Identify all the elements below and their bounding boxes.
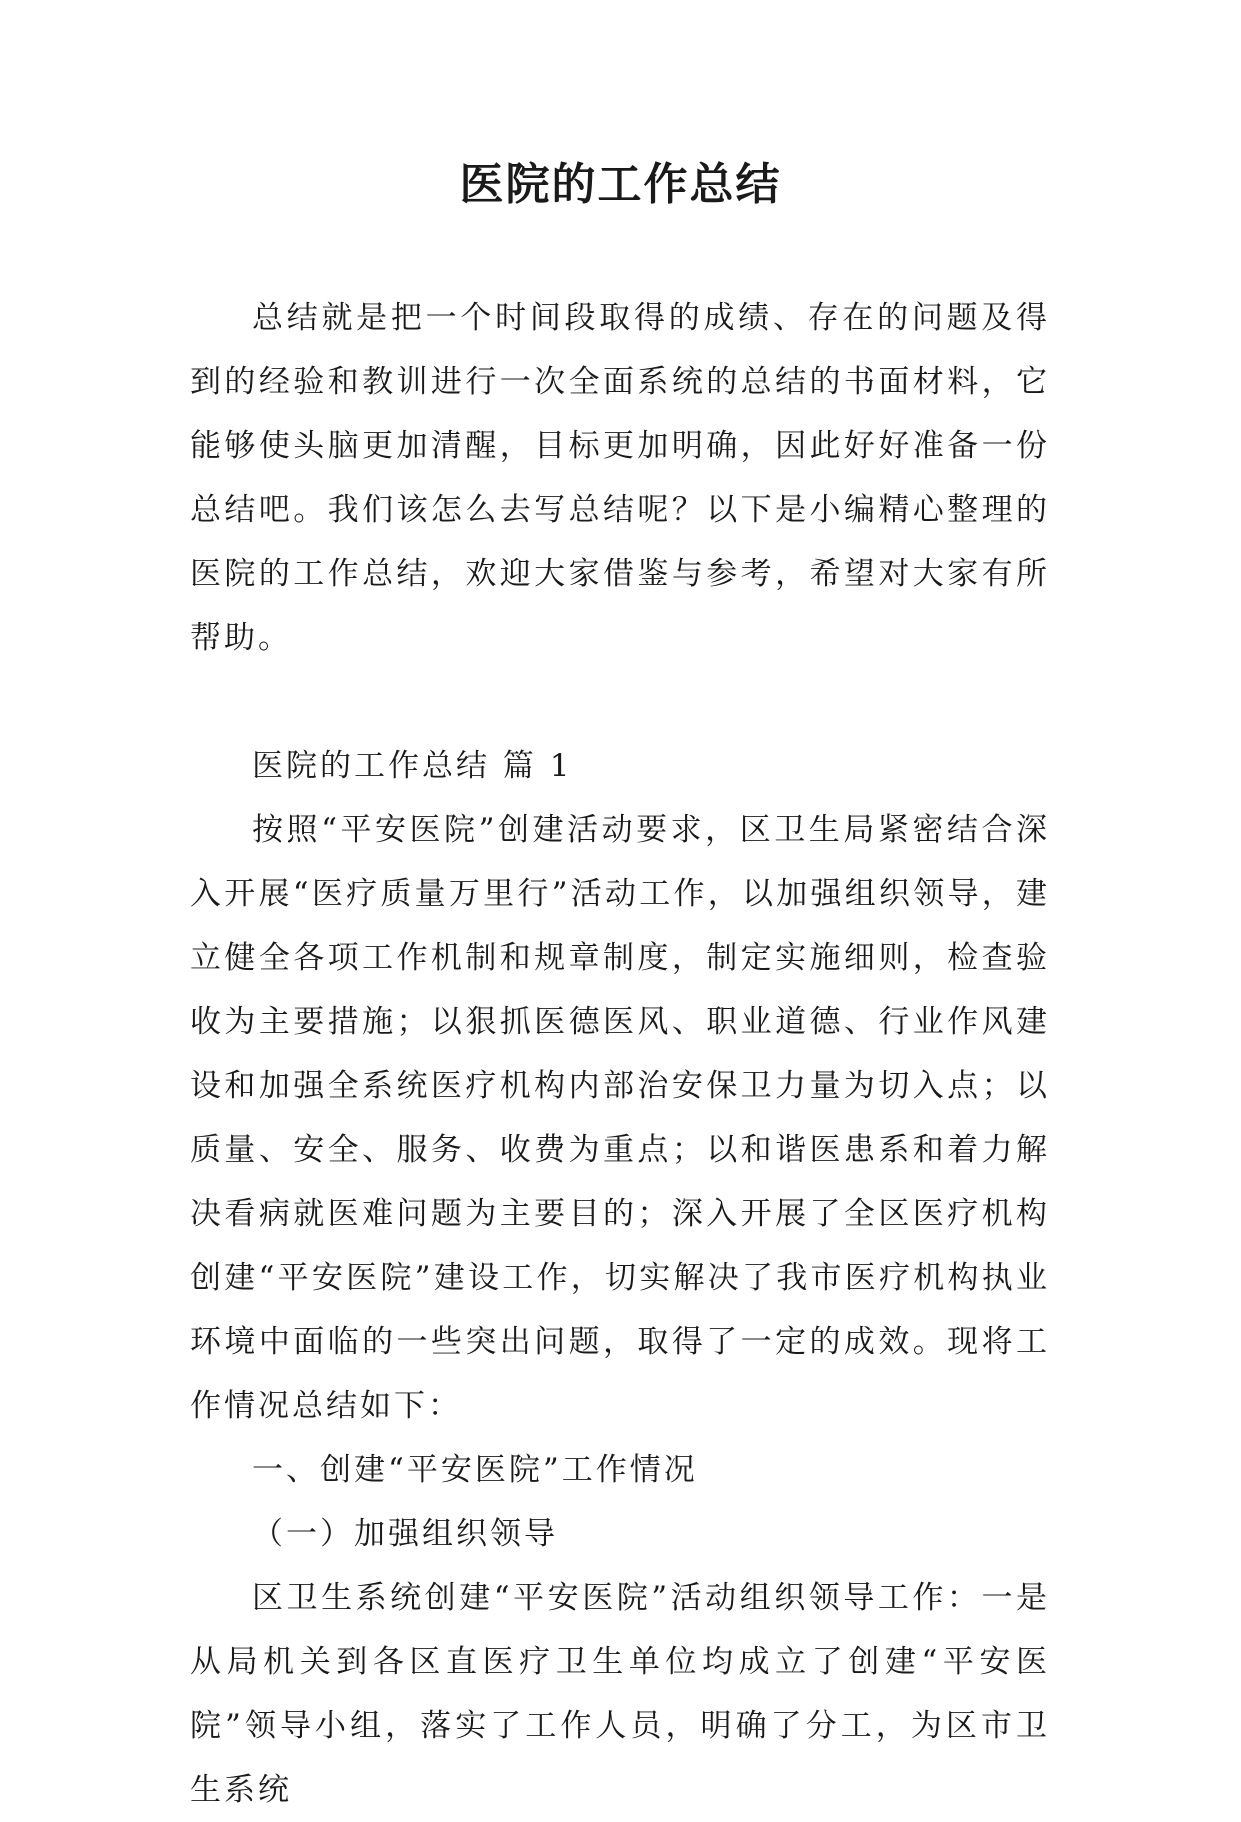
- intro-paragraph: 总结就是把一个时间段取得的成绩、存在的问题及得到的经验和教训进行一次全面系统的总结的书面材料，它能够使头脑更加清醒，目标更加明确，因此好好准备一份总结吧。我们该怎么去写总结呢？以下是小编精心整理的医院的工作总结，欢迎大家借鉴与参考，希望对大家有所帮助。: [190, 300, 1050, 656]
- document-title: 医院的工作总结: [459, 159, 782, 210]
- section-heading: 医院的工作总结 篇 1: [252, 748, 573, 784]
- subheading-level-1: 一、创建“平安医院”工作情况: [252, 1452, 698, 1488]
- body-paragraph: 区卫生系统创建“平安医院”活动组织领导工作：一是从局机关到各区直医疗卫生单位均成立了创建“平安医院”领导小组，落实了工作人员，明确了分工，为区市卫生系统: [190, 1580, 1050, 1808]
- body-paragraph: 按照“平安医院”创建活动要求，区卫生局紧密结合深入开展“医疗质量万里行”活动工作，以加强组织领导，建立健全各项工作机制和规章制度，制定实施细则，检查验收为主要措施；以狠抓医德医风、职业道德、行业作风建设和加强全系统医疗机构内部治安保卫力量为切入点；以质量、安全、服务、收费为重点；以和谐医患系和着力解决看病就医难问题为主要目的；深入开展了全区医疗机构创建“平安医院”建设工作，切实解决了我市医疗机构执业环境中面临的一些突出问题，取得了一定的成效。现将工作情况总结如下：: [190, 812, 1050, 1424]
- subheading-level-2: （一）加强组织领导: [252, 1516, 558, 1552]
- document-body: [190, 286, 1050, 1822]
